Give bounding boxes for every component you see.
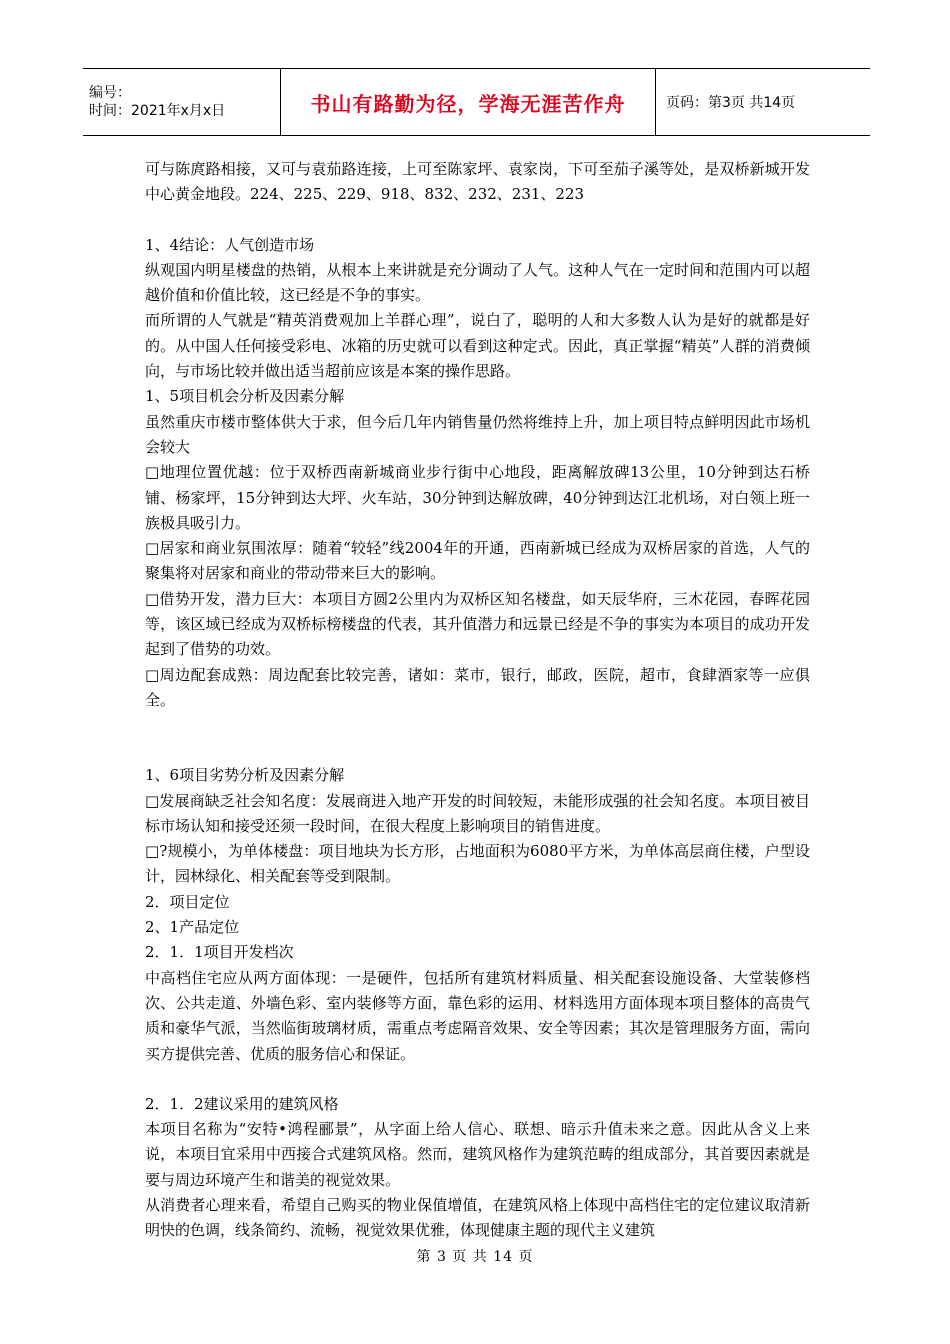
list-item: □地理位置优越：位于双桥西南新城商业步行街中心地段，距离解放碑13公里，10分钟到达石桥铺、杨家坪，15分钟到达大坪、火车站，30分钟到达解放碑，40分钟到达江北机场，对白领上班一族极具吸引力。 xyxy=(145,463,810,532)
header-page-info xyxy=(656,69,870,135)
list-item: □?规模小，为单体楼盘：项目地块为长方形，占地面积为6080平方米，为单体高层商住楼，户型设计，园林绿化、相关配套等受到限制。 xyxy=(145,842,810,886)
list-item: □周边配套成熟：周边配套比较完善，诸如：菜市，银行，邮政，医院，超市，食肆酒家等一应俱全。 xyxy=(145,665,810,709)
paragraph: 而所谓的人气就是“精英消费观加上羊群心理”，说白了，聪明的人和大多数人认为是好的就都是好的。从中国人任何接受彩电、冰箱的历史就可以看到这种定式。因此，真正掌握“精英”人群的消费倾向，与市场比较并做出适当超前应该是本案的操作思路。 xyxy=(145,311,810,381)
footer-page-number: 第 3 页 共 14 页 xyxy=(416,1249,534,1265)
section-heading: 2．项目定位 xyxy=(145,892,230,911)
section-heading: 2．1．1项目开发档次 xyxy=(145,943,294,962)
section-heading: 1、4结论：人气创造市场 xyxy=(145,235,315,254)
paragraph: 纵观国内明星楼盘的热销，从根本上来讲就是充分调动了人气。这种人气在一定时间和范围内可以超越价值和价值比较，这已经是不争的事实。 xyxy=(145,260,810,305)
page-footer xyxy=(0,1246,950,1266)
section-heading: 1、6项目劣势分析及因素分解 xyxy=(145,766,345,785)
document-body xyxy=(145,157,810,1244)
header-meta xyxy=(83,69,280,135)
section-heading: 1、5项目机会分析及因素分解 xyxy=(145,387,345,406)
paragraph: 本项目名称为“安特•鸿程郦景”，从字面上给人信心、联想、暗示升值未来之意。因此从含义上来说，本项目宜采用中西接合式建筑风格。然而，建筑风格作为建筑范畴的组成部分，其首要因素就是要与周边环境产生和谐美的视觉效果。 xyxy=(145,1120,810,1189)
page-info-text: 页码：第3页 共14页 xyxy=(666,95,796,111)
time-label: 时间：2021年x月x日 xyxy=(89,103,226,119)
section-heading: 2．1．2建议采用的建筑风格 xyxy=(145,1094,339,1113)
paragraph: 可与陈庹路相接，又可与袁茄路连接，上可至陈家坪、袁家岗，下可至茄子溪等处，是双桥新城开发中心黄金地段。224、225、229、918、832、232、231、223 xyxy=(145,160,810,204)
number-label: 编号： xyxy=(89,85,131,101)
paragraph: 虽然重庆市楼市整体供大于求，但今后几年内销售量仍然将维持上升，加上项目特点鲜明因此市场机会较大 xyxy=(145,412,810,456)
paragraph: 从消费者心理来看，希望自己购买的物业保值增值，在建筑风格上体现中高档住宅的定位建议取清新明快的色调，线条简约、流畅，视觉效果优雅，体现健康主题的现代主义建筑 xyxy=(145,1195,810,1240)
list-item: □居家和商业氛围浓厚：随着“较轻”线2004年的开通，西南新城已经成为双桥居家的首选，人气的聚集将对居家和商业的带动带来巨大的影响。 xyxy=(145,539,810,583)
paragraph: 中高档住宅应从两方面体现：一是硬件，包括所有建筑材料质量、相关配套设施设备、大堂装修档次、公共走道、外墙色彩、室内装修等方面，靠色彩的运用、材料选用方面体现本项目整体的高贵气质和豪华气派，当然临街玻璃材质，需重点考虑隔音效果、安全等因素；其次是管理服务方面，需向买方提供完善、优质的服务信心和保证。 xyxy=(145,968,810,1063)
motto-text: 书山有路勤为径，学海无涯苦作舟 xyxy=(310,91,626,116)
section-heading: 2、1产品定位 xyxy=(145,918,240,937)
header-motto-cell xyxy=(280,69,656,135)
list-item: □借势开发，潜力巨大：本项目方圆2公里内为双桥区知名楼盘，如天辰华府，三木花园，春晖花园等，该区域已经成为双桥标榜楼盘的代表，其升值潜力和远景已经是不争的事实为本项目的成功开发起到了借势的功效。 xyxy=(145,589,810,659)
page-header xyxy=(83,68,870,136)
list-item: □发展商缺乏社会知名度：发展商进入地产开发的时间较短，未能形成强的社会知名度。本项目被目标市场认知和接受还须一段时间，在很大程度上影响项目的销售进度。 xyxy=(145,791,810,835)
